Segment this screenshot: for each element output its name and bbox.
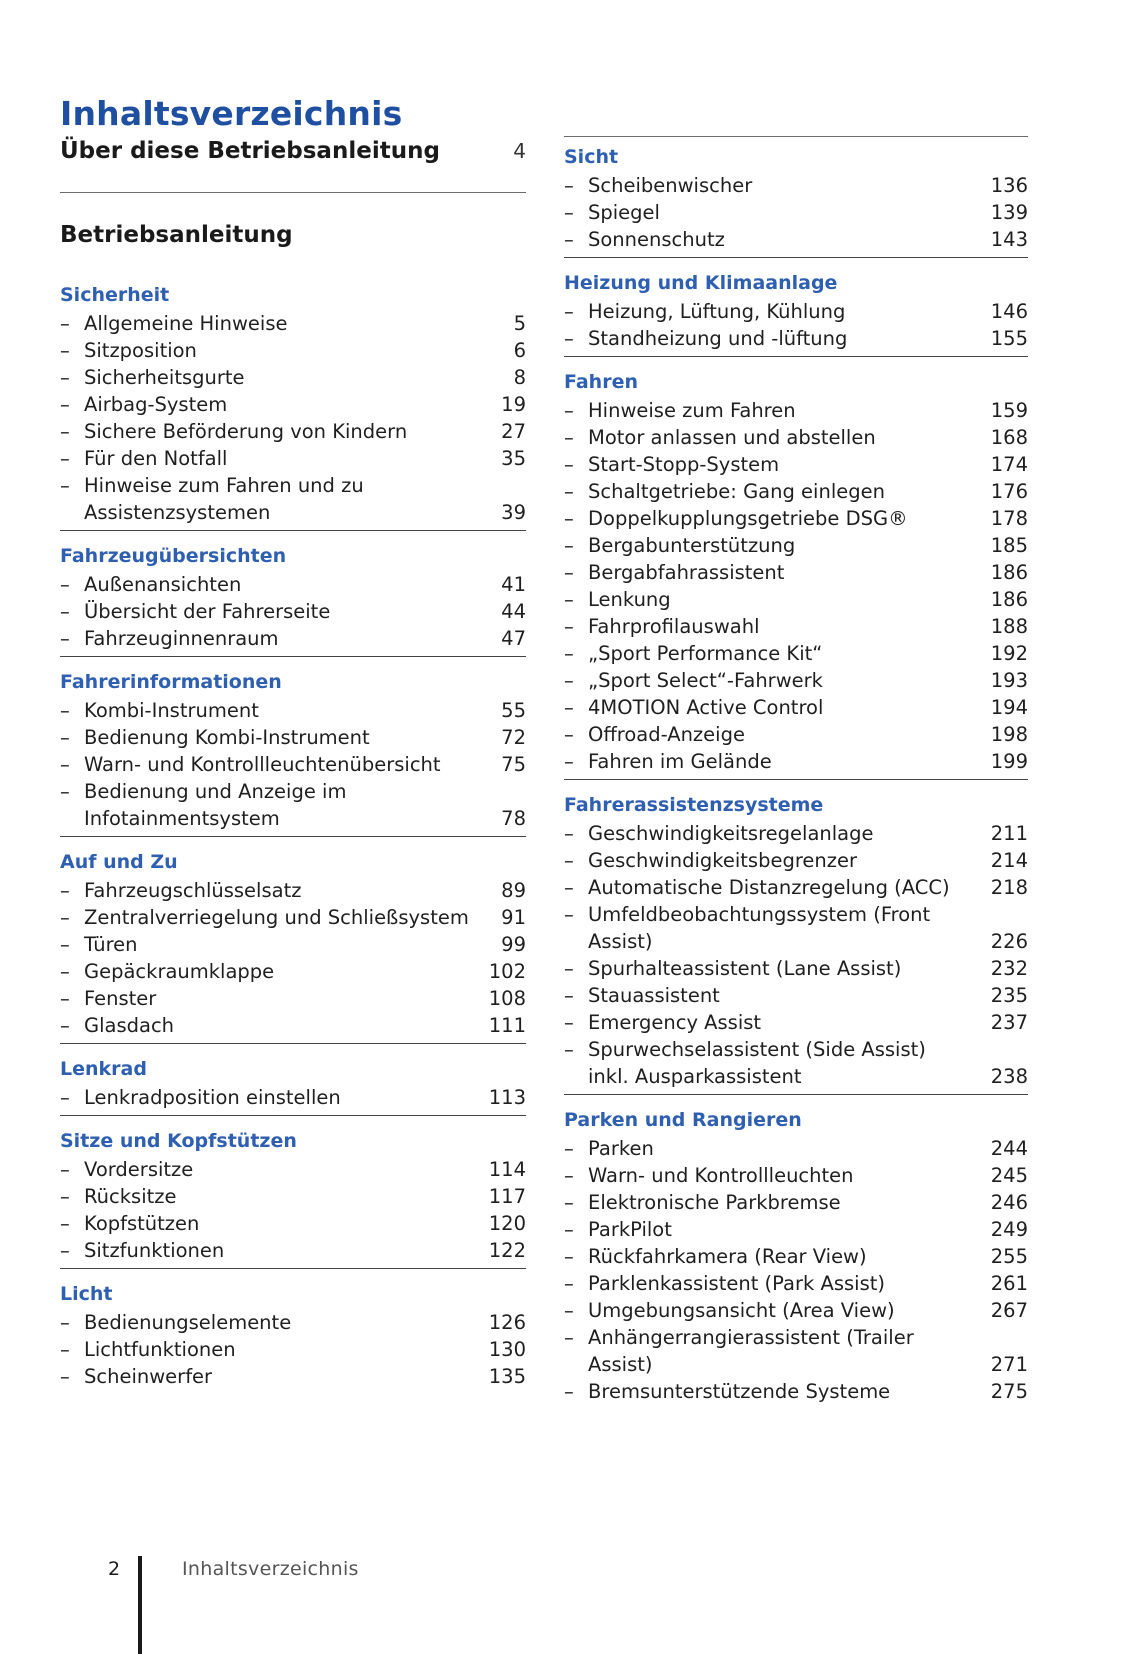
dash-bullet: – [564, 669, 574, 692]
toc-entry[interactable] [564, 721, 1028, 748]
toc-page-number: 122 [488, 1239, 526, 1262]
toc-entry[interactable] [60, 778, 526, 832]
dash-bullet: – [564, 399, 574, 422]
toc-entry-label: Fahren im Gelände [588, 750, 772, 773]
toc-page-number: 27 [501, 420, 526, 443]
toc-entry[interactable] [564, 1036, 1028, 1090]
toc-entry-label: Bedienungselemente [84, 1311, 292, 1334]
toc-entry-label: Airbag-System [84, 393, 228, 416]
toc-entry[interactable] [60, 418, 526, 445]
toc-entry[interactable] [60, 472, 526, 526]
toc-entry[interactable] [60, 1237, 526, 1264]
toc-page-number: 136 [990, 174, 1028, 197]
toc-entry[interactable] [60, 1183, 526, 1210]
toc-page-number: 72 [501, 726, 526, 749]
toc-entry[interactable] [60, 985, 526, 1012]
toc-entry-label: Anhängerrangierassistent (Trailer Assist) [588, 1326, 914, 1376]
dash-bullet: – [60, 1014, 70, 1037]
toc-page-number: 41 [501, 573, 526, 596]
toc-page-number: 176 [990, 480, 1028, 503]
toc-page-number: 218 [990, 876, 1028, 899]
toc-entry-label: Fenster [84, 987, 157, 1010]
toc-entry-label: 4MOTION Active Control [588, 696, 824, 719]
toc-page-number: 235 [990, 984, 1028, 1007]
toc-entry[interactable] [564, 1297, 1028, 1324]
toc-page-number: 126 [488, 1311, 526, 1334]
toc-entry-label: Umfeldbeobachtungssystem (Front Assist) [588, 903, 931, 953]
toc-entry-label: Fahrprofilauswahl [588, 615, 760, 638]
toc-page-number: 185 [990, 534, 1028, 557]
dash-bullet: – [60, 474, 70, 497]
toc-page-number: 117 [488, 1185, 526, 1208]
dash-bullet: – [564, 1272, 574, 1295]
toc-entry[interactable] [564, 613, 1028, 640]
toc-entry-label: Emergency Assist [588, 1011, 762, 1034]
toc-page-number: 6 [513, 339, 526, 362]
toc-entry-label: Kombi-Instrument [84, 699, 259, 722]
toc-entry-label: Bedienung und Anzeige im Infotainmentsystem [84, 780, 347, 830]
toc-entry-label: Glasdach [84, 1014, 175, 1037]
toc-entry[interactable] [564, 1135, 1028, 1162]
toc-entry-label: Spiegel [588, 201, 660, 224]
toc-entry-label: Schaltgetriebe: Gang einlegen [588, 480, 885, 503]
toc-entry-label: Automatische Distanzregelung (ACC) [588, 876, 950, 899]
dash-bullet: – [564, 300, 574, 323]
toc-page-number: 102 [488, 960, 526, 983]
toc-entry-label: Scheinwerfer [84, 1365, 213, 1388]
toc-page-number: 237 [990, 1011, 1028, 1034]
toc-entry-label: Scheibenwischer [588, 174, 753, 197]
toc-page-number: 39 [501, 501, 526, 524]
section-heading[interactable]: Licht [60, 1283, 113, 1305]
dash-bullet: – [564, 750, 574, 773]
dash-bullet: – [60, 1185, 70, 1208]
dash-bullet: – [564, 957, 574, 980]
toc-entry[interactable] [564, 1378, 1028, 1405]
toc-page-number: 198 [990, 723, 1028, 746]
toc-page-number: 143 [990, 228, 1028, 251]
toc-entry-label: Spurhalteassistent (Lane Assist) [588, 957, 902, 980]
dash-bullet: – [60, 447, 70, 470]
toc-entry[interactable] [60, 598, 526, 625]
toc-page-number: 174 [990, 453, 1028, 476]
dash-bullet: – [564, 228, 574, 251]
dash-bullet: – [60, 753, 70, 776]
part-title: Betriebsanleitung [60, 222, 293, 248]
toc-entry[interactable] [60, 1084, 526, 1111]
dash-bullet: – [564, 453, 574, 476]
toc-entry-label: Sonnenschutz [588, 228, 725, 251]
divider [60, 192, 526, 193]
toc-entry[interactable] [60, 877, 526, 904]
toc-entry[interactable] [564, 226, 1028, 253]
toc-entry[interactable] [60, 310, 526, 337]
dash-bullet: – [564, 615, 574, 638]
toc-entry-label: Zentralverriegelung und Schließsystem [84, 906, 469, 929]
dash-bullet: – [564, 723, 574, 746]
toc-page-number: 275 [990, 1380, 1028, 1403]
section-heading[interactable]: Heizung und Klimaanlage [564, 272, 838, 294]
toc-left-column [60, 280, 526, 1404]
toc-section [60, 280, 526, 531]
toc-page-number: 244 [990, 1137, 1028, 1160]
toc-entry-label: Allgemeine Hinweise [84, 312, 288, 335]
toc-entry[interactable] [564, 667, 1028, 694]
toc-entry[interactable] [60, 1210, 526, 1237]
dash-bullet: – [564, 327, 574, 350]
toc-entry-label: Für den Notfall [84, 447, 228, 470]
toc-entry-label: Geschwindigkeitsbegrenzer [588, 849, 858, 872]
toc-entry[interactable] [564, 505, 1028, 532]
toc-page-number: 111 [488, 1014, 526, 1037]
dash-bullet: – [60, 1338, 70, 1361]
toc-entry[interactable] [564, 1243, 1028, 1270]
toc-entry[interactable] [564, 199, 1028, 226]
toc-page-number: 75 [501, 753, 526, 776]
toc-entry-label: Warn- und Kontrollleuchtenübersicht [84, 753, 441, 776]
dash-bullet: – [60, 780, 70, 803]
toc-page-number: 35 [501, 447, 526, 470]
toc-section [564, 790, 1028, 1095]
dash-bullet: – [564, 876, 574, 899]
section-heading[interactable]: Lenkrad [60, 1058, 147, 1080]
toc-page-number: 44 [501, 600, 526, 623]
toc-page-number: 271 [990, 1353, 1028, 1376]
toc-entry-label: Lenkradposition einstellen [84, 1086, 341, 1109]
toc-page-number: 245 [990, 1164, 1028, 1187]
toc-page-number: 238 [990, 1065, 1028, 1088]
toc-entry[interactable] [60, 1336, 526, 1363]
toc-entry[interactable] [564, 451, 1028, 478]
toc-page-number: 214 [990, 849, 1028, 872]
toc-entry-label: Sitzfunktionen [84, 1239, 225, 1262]
toc-entry[interactable] [564, 874, 1028, 901]
toc-entry-label: Sitzposition [84, 339, 197, 362]
toc-entry-label: Start-Stopp-System [588, 453, 780, 476]
dash-bullet: – [60, 1086, 70, 1109]
toc-entry[interactable] [564, 1324, 1028, 1378]
dash-bullet: – [564, 561, 574, 584]
toc-page-number: 199 [990, 750, 1028, 773]
dash-bullet: – [564, 588, 574, 611]
dash-bullet: – [60, 1311, 70, 1334]
toc-section [60, 847, 526, 1044]
toc-section [60, 667, 526, 837]
dash-bullet: – [564, 1038, 574, 1061]
toc-page-number: 261 [990, 1272, 1028, 1295]
dash-bullet: – [60, 393, 70, 416]
toc-entry[interactable] [564, 1162, 1028, 1189]
toc-entry[interactable] [60, 724, 526, 751]
toc-entry-label: Übersicht der Fahrerseite [84, 600, 331, 623]
toc-page-number: 255 [990, 1245, 1028, 1268]
toc-section [564, 268, 1028, 357]
toc-entry-label: Parklenkassistent (Park Assist) [588, 1272, 885, 1295]
toc-entry[interactable] [564, 586, 1028, 613]
toc-entry-label: Geschwindigkeitsregelanlage [588, 822, 874, 845]
toc-entry-label: „Sport Performance Kit“ [588, 642, 823, 665]
toc-entry-label: Fahrzeuginnenraum [84, 627, 279, 650]
toc-entry[interactable] [60, 751, 526, 778]
dash-bullet: – [60, 627, 70, 650]
toc-entry[interactable] [60, 571, 526, 598]
section-heading[interactable]: Sitze und Kopfstützen [60, 1130, 297, 1152]
dash-bullet: – [564, 174, 574, 197]
toc-entry[interactable] [564, 901, 1028, 955]
toc-entry-label: Hinweise zum Fahren und zu Assistenzsystemen [84, 474, 364, 524]
toc-entry[interactable] [60, 337, 526, 364]
toc-entry[interactable] [60, 1363, 526, 1390]
toc-page-number: 4 [513, 139, 526, 163]
dash-bullet: – [60, 420, 70, 443]
toc-entry[interactable] [564, 559, 1028, 586]
dash-bullet: – [60, 1365, 70, 1388]
dash-bullet: – [564, 822, 574, 845]
dash-bullet: – [564, 480, 574, 503]
dash-bullet: – [564, 1164, 574, 1187]
dash-bullet: – [60, 339, 70, 362]
toc-page-number: 108 [488, 987, 526, 1010]
toc-page-number: 135 [488, 1365, 526, 1388]
toc-page-number: 211 [990, 822, 1028, 845]
section-heading[interactable]: Parken und Rangieren [564, 1109, 802, 1131]
dash-bullet: – [60, 699, 70, 722]
toc-entry-label: Standheizung und -lüftung [588, 327, 848, 350]
dash-bullet: – [564, 426, 574, 449]
toc-page-number: 194 [990, 696, 1028, 719]
dash-bullet: – [564, 1326, 574, 1349]
toc-page-number: 193 [990, 669, 1028, 692]
toc-entry[interactable] [564, 325, 1028, 352]
toc-entry[interactable] [564, 982, 1028, 1009]
toc-entry-label: Bedienung Kombi-Instrument [84, 726, 370, 749]
toc-entry[interactable] [564, 424, 1028, 451]
toc-page-number: 246 [990, 1191, 1028, 1214]
dash-bullet: – [564, 849, 574, 872]
toc-right-column [564, 136, 1028, 1419]
toc-page-number: 5 [513, 312, 526, 335]
dash-bullet: – [564, 1011, 574, 1034]
dash-bullet: – [564, 984, 574, 1007]
toc-entry-label: Warn- und Kontrollleuchten [588, 1164, 854, 1187]
toc-page-number: 130 [488, 1338, 526, 1361]
dash-bullet: – [564, 1299, 574, 1322]
toc-section [60, 1054, 526, 1116]
toc-entry-label: Doppelkupplungsgetriebe DSG® [588, 507, 908, 530]
toc-entry-label: Lenkung [588, 588, 671, 611]
toc-entry[interactable] [564, 694, 1028, 721]
toc-entry[interactable] [60, 697, 526, 724]
toc-entry[interactable] [564, 847, 1028, 874]
dash-bullet: – [60, 879, 70, 902]
dash-bullet: – [564, 1245, 574, 1268]
section-heading[interactable]: Fahrerinformationen [60, 671, 282, 693]
toc-entry-label: Fahrzeugschlüsselsatz [84, 879, 302, 902]
toc-entry-label: Lichtfunktionen [84, 1338, 236, 1361]
toc-entry[interactable] [60, 364, 526, 391]
toc-entry-label: Bergabunterstützung [588, 534, 796, 557]
toc-page-number: 249 [990, 1218, 1028, 1241]
toc-entry[interactable] [564, 1216, 1028, 1243]
toc-page-number: 178 [990, 507, 1028, 530]
dash-bullet: – [564, 903, 574, 926]
toc-entry[interactable] [60, 904, 526, 931]
dash-bullet: – [60, 987, 70, 1010]
toc-page-number: 139 [990, 201, 1028, 224]
toc-entry-label: Rückfahrkamera (Rear View) [588, 1245, 867, 1268]
toc-page-number: 226 [990, 930, 1028, 953]
dash-bullet: – [60, 933, 70, 956]
toc-entry[interactable] [564, 1189, 1028, 1216]
toc-entry[interactable] [564, 298, 1028, 325]
toc-entry-label: Gepäckraumklappe [84, 960, 275, 983]
toc-page-number: 155 [990, 327, 1028, 350]
dash-bullet: – [60, 960, 70, 983]
section-heading[interactable]: Sicherheit [60, 284, 170, 306]
toc-section [564, 367, 1028, 780]
dash-bullet: – [60, 726, 70, 749]
toc-page-number: 19 [501, 393, 526, 416]
toc-entry-label: Rücksitze [84, 1185, 177, 1208]
toc-entry-label: Sichere Beförderung von Kindern [84, 420, 408, 443]
toc-entry-label: Türen [84, 933, 138, 956]
dash-bullet: – [60, 906, 70, 929]
toc-section [60, 1279, 526, 1394]
toc-entry[interactable] [564, 172, 1028, 199]
toc-section [60, 541, 526, 657]
dash-bullet: – [564, 1380, 574, 1403]
toc-page-number: 114 [488, 1158, 526, 1181]
dash-bullet: – [60, 366, 70, 389]
toc-entry-label: Motor anlassen und abstellen [588, 426, 876, 449]
dash-bullet: – [564, 1191, 574, 1214]
footer-page-number: 2 [108, 1558, 121, 1580]
toc-entry-label: Kopfstützen [84, 1212, 200, 1235]
dash-bullet: – [564, 507, 574, 530]
dash-bullet: – [564, 696, 574, 719]
toc-entry[interactable] [60, 1156, 526, 1183]
dash-bullet: – [564, 1218, 574, 1241]
toc-page-number: 232 [990, 957, 1028, 980]
toc-section [564, 1105, 1028, 1409]
toc-entry[interactable] [564, 397, 1028, 424]
dash-bullet: – [564, 642, 574, 665]
footer-label: Inhaltsverzeichnis [182, 1558, 359, 1580]
toc-page-number: 55 [501, 699, 526, 722]
toc-entry[interactable] [60, 931, 526, 958]
toc-section [60, 1126, 526, 1269]
dash-bullet: – [60, 573, 70, 596]
toc-entry-label: Stauassistent [588, 984, 720, 1007]
toc-page-number: 168 [990, 426, 1028, 449]
toc-entry[interactable] [564, 478, 1028, 505]
footer-divider-bar [138, 1556, 142, 1654]
toc-entry[interactable] [60, 958, 526, 985]
toc-page-number: 78 [501, 807, 526, 830]
section-heading[interactable]: Auf und Zu [60, 851, 178, 873]
dash-bullet: – [564, 201, 574, 224]
toc-page-number: 146 [990, 300, 1028, 323]
toc-entry-label: Parken [588, 1137, 654, 1160]
toc-page-number: 159 [990, 399, 1028, 422]
toc-entry-label: Bergabfahrassistent [588, 561, 785, 584]
dash-bullet: – [60, 312, 70, 335]
dash-bullet: – [60, 600, 70, 623]
toc-page-number: 91 [501, 906, 526, 929]
toc-entry[interactable] [60, 391, 526, 418]
toc-entry[interactable] [60, 1309, 526, 1336]
toc-page-number: 113 [488, 1086, 526, 1109]
toc-page-number: 8 [513, 366, 526, 389]
toc-page-number: 192 [990, 642, 1028, 665]
toc-entry-about-manual[interactable] [60, 138, 526, 164]
dash-bullet: – [60, 1239, 70, 1262]
toc-entry-label: „Sport Select“-Fahrwerk [588, 669, 823, 692]
toc-page-number: 186 [990, 561, 1028, 584]
toc-entry[interactable] [564, 532, 1028, 559]
toc-page-number: 47 [501, 627, 526, 650]
toc-entry[interactable] [564, 1009, 1028, 1036]
toc-entry-label: Bremsunterstützende Systeme [588, 1380, 891, 1403]
toc-entry[interactable] [564, 955, 1028, 982]
toc-entry-label: Offroad-Anzeige [588, 723, 745, 746]
page-title: Inhaltsverzeichnis [60, 94, 403, 134]
section-heading[interactable]: Fahrzeugübersichten [60, 545, 287, 567]
toc-entry[interactable] [60, 625, 526, 652]
toc-entry[interactable] [564, 748, 1028, 775]
toc-entry-label: Umgebungsansicht (Area View) [588, 1299, 895, 1322]
toc-entry[interactable] [60, 1012, 526, 1039]
section-heading[interactable]: Sicht [564, 146, 619, 168]
toc-entry-label: Hinweise zum Fahren [588, 399, 796, 422]
toc-page-number: 120 [488, 1212, 526, 1235]
toc-entry-label: Sicherheitsgurte [84, 366, 245, 389]
section-heading[interactable]: Fahrerassistenzsysteme [564, 794, 824, 816]
toc-entry-label: Spurwechselassistent (Side Assist) inkl. Ausparkassistent [588, 1038, 926, 1088]
toc-page-number: 89 [501, 879, 526, 902]
toc-entry[interactable] [60, 445, 526, 472]
toc-page-number: 186 [990, 588, 1028, 611]
toc-page-number: 267 [990, 1299, 1028, 1322]
toc-entry-label: ParkPilot [588, 1218, 672, 1241]
dash-bullet: – [564, 1137, 574, 1160]
toc-entry-label: Heizung, Lüftung, Kühlung [588, 300, 846, 323]
toc-entry-label: Elektronische Parkbremse [588, 1191, 841, 1214]
toc-entry-label: Vordersitze [84, 1158, 194, 1181]
toc-entry-label: Außenansichten [84, 573, 242, 596]
toc-entry[interactable] [564, 820, 1028, 847]
toc-page-number: 99 [501, 933, 526, 956]
toc-entry-label: Über diese Betriebsanleitung [60, 138, 440, 164]
toc-page-number: 188 [990, 615, 1028, 638]
dash-bullet: – [60, 1158, 70, 1181]
dash-bullet: – [60, 1212, 70, 1235]
toc-entry[interactable] [564, 640, 1028, 667]
section-heading[interactable]: Fahren [564, 371, 638, 393]
dash-bullet: – [564, 534, 574, 557]
toc-entry[interactable] [564, 1270, 1028, 1297]
toc-section [564, 136, 1028, 258]
